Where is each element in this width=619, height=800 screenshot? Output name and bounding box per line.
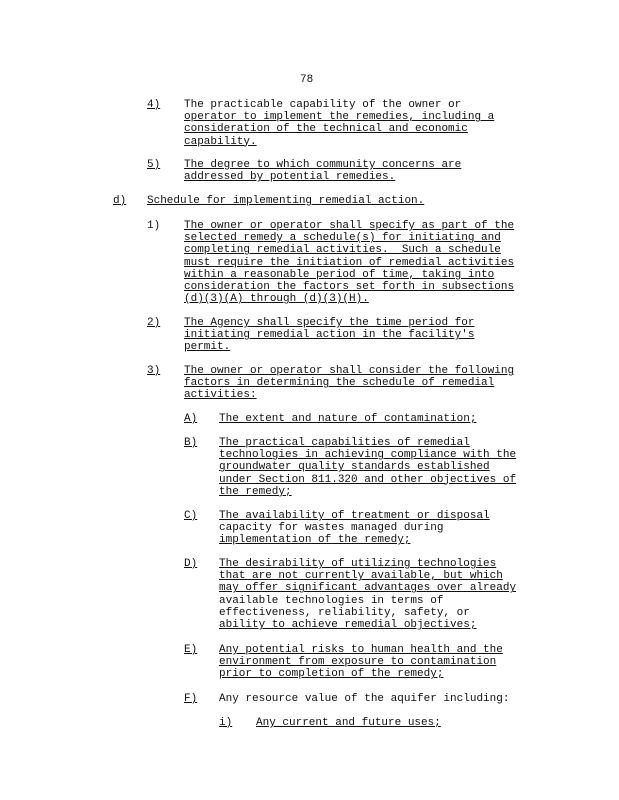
- text-line: capacity for wastes managed during: [219, 522, 444, 535]
- text-line: capability.: [184, 135, 257, 148]
- item-text: [219, 413, 476, 425]
- text-line: The practicable capability of the owner or: [184, 99, 462, 111]
- text-line: Schedule for implementing remedial action.: [147, 195, 425, 207]
- item-label: 4): [147, 99, 161, 111]
- text-line: activities:: [184, 389, 257, 402]
- item-text: [147, 195, 424, 207]
- item-label: 2): [147, 317, 161, 329]
- text-line: The availability of treatment or disposal: [219, 510, 490, 522]
- item-label: 5): [147, 159, 161, 171]
- text-line: available technologies in terms of: [219, 594, 444, 607]
- item-text: [219, 437, 516, 498]
- text-line: The owner or operator shall specify as part of the: [184, 220, 515, 232]
- text-line: addressed by potential remedies.: [184, 171, 396, 184]
- item-text: [184, 317, 474, 354]
- text-line: completing remedial activities. Such a schedule: [184, 244, 501, 257]
- text-line: within a reasonable period of time, taking into: [184, 268, 495, 281]
- text-line: must require the initiation of remedial activities: [184, 256, 515, 269]
- text-line: Any potential risks to human health and the: [219, 644, 503, 656]
- text-line: Any resource value of the aquifer including:: [219, 693, 510, 705]
- text-line: groundwater quality standards established: [219, 461, 490, 474]
- item-text: [184, 159, 461, 183]
- item-label: D): [184, 558, 198, 570]
- text-line: initiating remedial action in the facility's: [184, 329, 475, 342]
- item-text: [219, 558, 516, 631]
- text-line: consideration of the technical and economic: [184, 123, 468, 136]
- text-line: technologies in achieving compliance with the: [219, 449, 517, 462]
- text-line: The Agency shall specify the time period for: [184, 317, 475, 329]
- text-line: The degree to which community concerns are: [184, 159, 462, 171]
- item-label: E): [184, 644, 198, 656]
- item-text: [219, 693, 509, 705]
- item-label: i): [219, 717, 233, 729]
- text-line: permit.: [184, 341, 231, 354]
- item-label: F): [184, 693, 198, 705]
- text-line: The desirability of utilizing technologies: [219, 558, 497, 570]
- item-text: [184, 220, 514, 305]
- item-label: d): [113, 195, 127, 207]
- item-label: A): [184, 413, 198, 425]
- text-line: effectiveness, reliability, safety, or: [219, 606, 470, 619]
- text-line: The practical capabilities of remedial: [219, 437, 470, 449]
- text-line: prior to completion of the remedy;: [219, 668, 444, 681]
- text-line: environment from exposure to contamination: [219, 656, 497, 669]
- text-line: ability to achieve remedial objectives;: [219, 619, 477, 632]
- text-line: may offer significant advantages over already: [219, 582, 517, 595]
- item-text: [219, 644, 503, 681]
- text-line: that are not currently available, but which: [219, 570, 503, 583]
- item-text: [256, 717, 441, 729]
- text-line: selected remedy a schedule(s) for initiating and: [184, 232, 501, 245]
- text-line: The owner or operator shall consider the following: [184, 365, 515, 377]
- item-label: 3): [147, 365, 161, 377]
- text-line: the remedy;: [219, 485, 292, 498]
- text-line: implementation of the remedy;: [219, 534, 411, 547]
- item-text: [219, 510, 490, 547]
- item-label: 1): [147, 220, 161, 232]
- item-label: B): [184, 437, 198, 449]
- text-line: operator to implement the remedies, including a: [184, 111, 495, 124]
- item-text: [184, 365, 514, 402]
- text-line: (d)(3)(A) through (d)(3)(H).: [184, 293, 369, 306]
- text-line: under Section 811.320 and other objectives of: [219, 473, 517, 486]
- item-text: [184, 99, 494, 148]
- item-label: C): [184, 510, 198, 522]
- page-number: 78: [300, 74, 314, 86]
- text-line: Any current and future uses;: [256, 717, 441, 729]
- text-line: factors in determining the schedule of remedial: [184, 377, 495, 390]
- text-line: consideration the factors set forth in subsections: [184, 281, 515, 294]
- text-line: The extent and nature of contamination;: [219, 413, 477, 425]
